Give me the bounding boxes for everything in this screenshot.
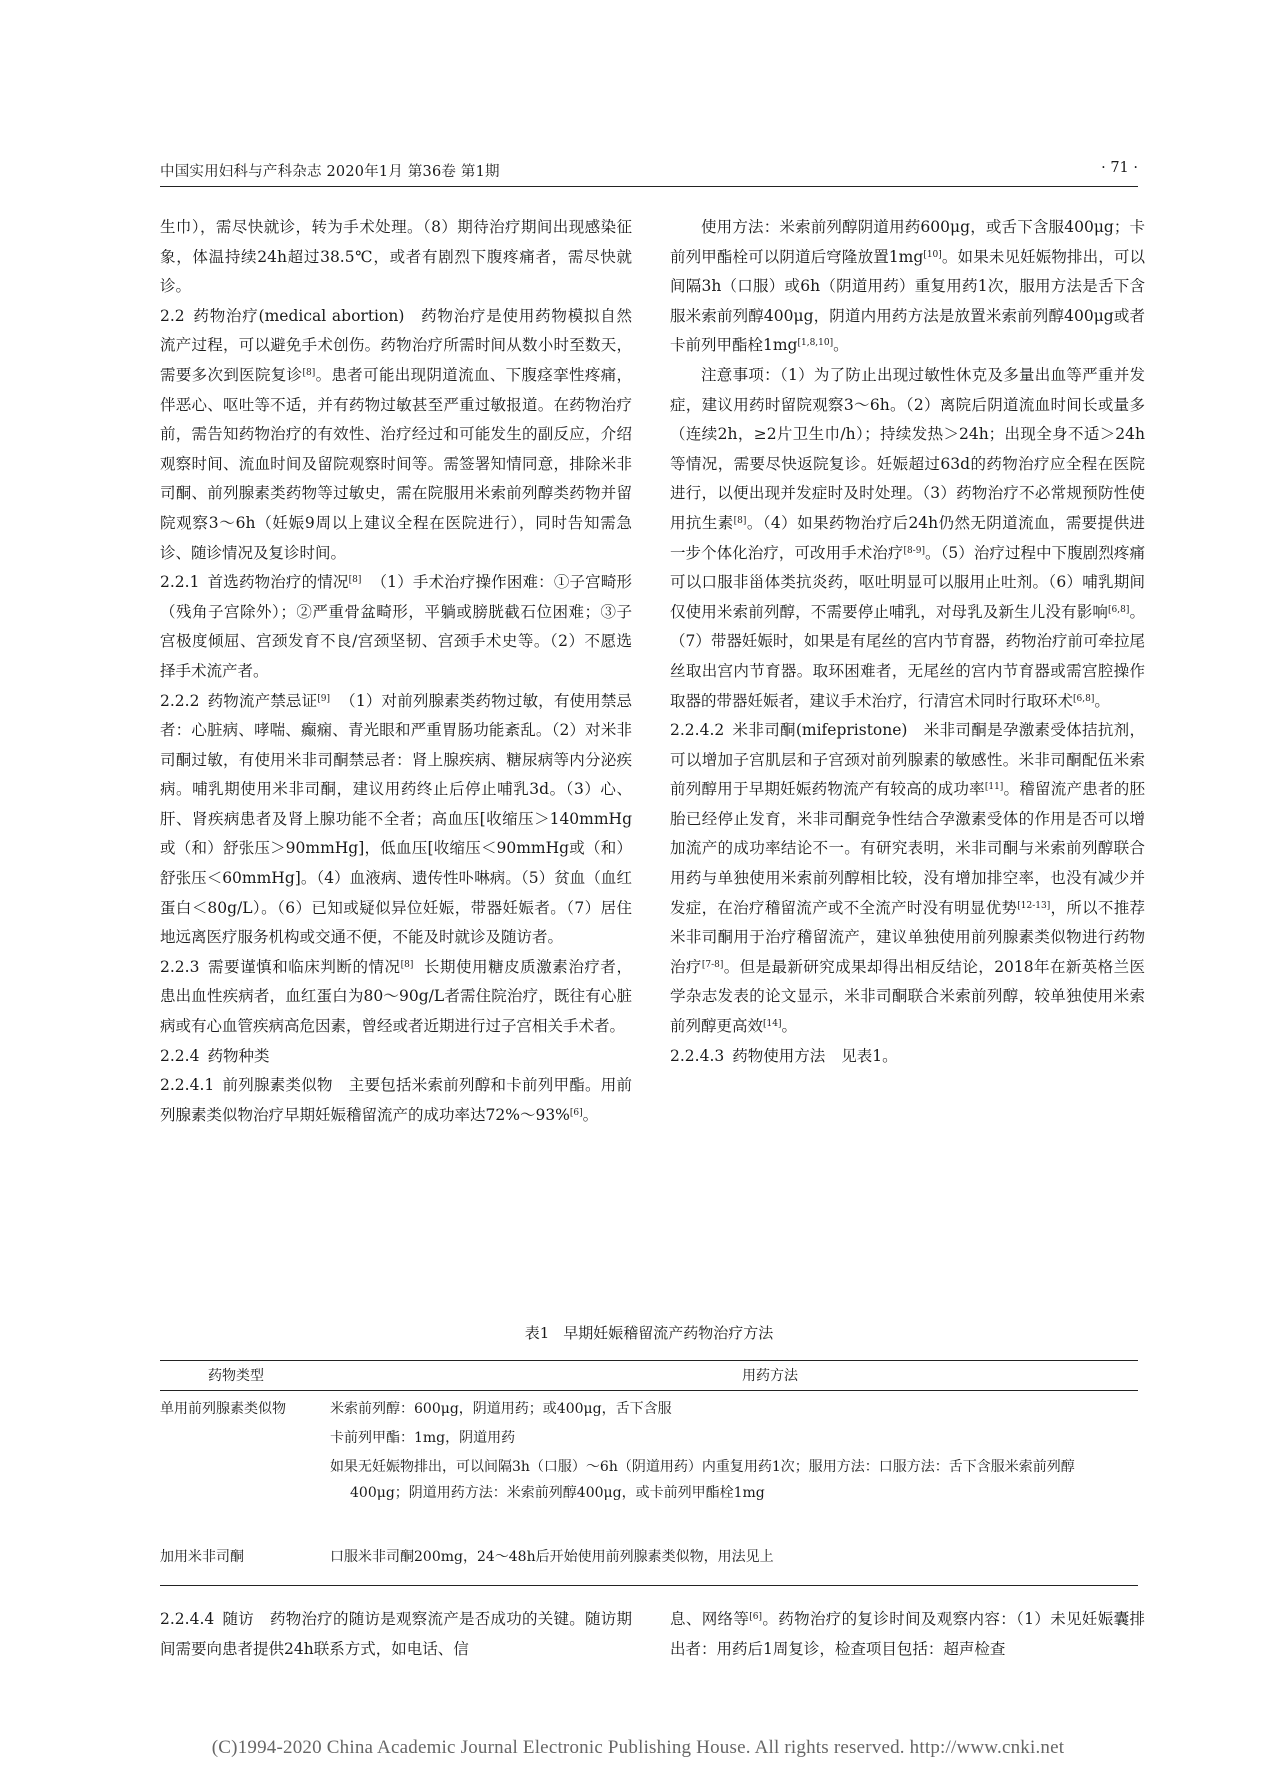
- citation: [1,8,10]: [797, 338, 834, 349]
- section-text: （1）对前列腺素类药物过敏，有使用禁忌者：心脏病、哮喘、癫痫、青光眼和严重胃肠功能紊乱。（2）对米非司酮过敏，有使用米非司酮禁忌者：肾上腺疾病、糖尿病等内分泌疾病。哺乳期使用米非司酮，建议用药终止后停止哺乳3d。（3）心、肝、肾疾病患者及肾上腺功能不全者；高血压[收缩压＞140mmHg或（和）舒张压＞90mmHg]，低血压[收缩压＜90mmHg或（和）舒张压＜60mmHg]。（4）血液病、遗传性卟啉病。（5）贫血（血红蛋白＜80g/L）。（6）已知或疑似异位妊娠，带器妊娠者。（7）居住地远离医疗服务机构或交通不便，不能及时就诊及随访者。: [160, 691, 632, 947]
- section-title: 药物使用方法: [732, 1046, 826, 1065]
- citation: [8]: [400, 959, 414, 970]
- page-number: · 71 ·: [1101, 160, 1138, 176]
- paragraph-text: 注意事项：（1）为了防止出现过敏性休克及多量出血等严重并发症，建议用药时留院观察3～6h。（2）离院后阴道流血时间长或量多（连续2h，≥2片卫生巾/h）；持续发热＞24h；出现全身不适＞24h等情况，需要尽快返院复诊。妊娠超过63d的药物治疗应全程在医院进行，以便出现并发症时及时处理。（3）药物治疗不必常规预防性使用抗生素: [670, 365, 1145, 532]
- section-number: 2.2.4.1: [160, 1076, 215, 1095]
- paragraph-text: 。如果未见妊娠物排出，可以间隔3h（口服）或6h（阴道用药）重复用药1次，服用方法是舌下含服米索前列醇400μg，阴道内用药方法是放置米索前列醇400μg或者卡前列甲酯栓1mg: [670, 247, 1145, 355]
- section-number: 2.2.2: [160, 691, 200, 710]
- section-number: 2.2: [160, 306, 185, 325]
- section-text: 药物治疗是使用药物模拟自然流产过程，可以避免手术创伤。药物治疗所需时间从数小时至数天，需要多次到医院复诊: [160, 306, 632, 384]
- citation: [11]: [984, 782, 1004, 793]
- section-2-2-1: [160, 568, 632, 686]
- citation: [8]: [733, 515, 747, 526]
- section-text: （1）手术治疗操作困难：①子宫畸形（残角子宫除外）；②严重骨盆畸形，平躺或膀胱截石位困难；③子宫极度倾屈、宫颈发育不良/宫颈坚韧、宫颈手术史等。（2）不愿选择手术流产者。: [160, 573, 632, 680]
- table-bottom-rule: [160, 1585, 1138, 1586]
- section-title: 药物治疗(medical abortion): [192, 306, 405, 325]
- table-header-usage: 用药方法: [742, 1368, 798, 1384]
- citation: [6]: [749, 1612, 763, 1622]
- section-text: 见表1。: [841, 1046, 898, 1065]
- table-number: 表1: [524, 1324, 550, 1342]
- paragraph: 生巾），需尽快就诊，转为手术处理。（8）期待治疗期间出现感染征象，体温持续24h超过38.5℃，或者有剧烈下腹疼痛者，需尽快就诊。: [160, 218, 632, 296]
- table-cell-usage-text: 如果无妊娠物排出，可以间隔3h（口服）～6h（阴道用药）内重复用药1次；服用方法：口服方法：舌下含服米索前列醇400μg；阴道用药方法：米索前列醇400μg，或卡前列甲酯栓1mg: [330, 1459, 1075, 1501]
- paragraph-text: 。（7）带器妊娠时，如果是有尾丝的宫内节育器，药物治疗前可牵拉尾丝取出宫内节育器。取环困难者，无尾丝的宫内节育器或需宫腔操作取器的带器妊娠者，建议手术治疗，行清宫术同时行取环术: [670, 602, 1145, 710]
- citation: [10]: [923, 249, 942, 260]
- section-number: 2.2.1: [160, 573, 200, 592]
- table-caption: [160, 1322, 1138, 1343]
- paragraph-text: 。（5）治疗过程中下腹剧烈疼痛可以口服非甾体类抗炎药，呕吐明显可以服用止吐剂。（6）哺乳期间仅使用米索前列醇，不需要停止哺乳，对母乳及新生儿没有影响: [670, 543, 1145, 621]
- section-text: 。药物治疗的复诊时间及观察内容：（1）未见妊娠囊排出者：用药后1周复诊，检查项目包括：超声检查: [670, 1610, 1145, 1658]
- section-title: 米非司酮(mifepristone): [732, 721, 908, 740]
- citation: [6]: [569, 1107, 583, 1118]
- paragraph-text: 使用方法：米索前列醇阴道用药600μg，或舌下含服400μg；卡前列甲酯栓可以阴道后穹隆放置1mg: [670, 218, 1145, 266]
- paragraph-text: 。: [833, 336, 849, 355]
- section-title: 首选药物治疗的情况: [207, 573, 349, 592]
- section-number: 2.2.4.4: [160, 1610, 215, 1628]
- section-number: 2.2.4: [160, 1046, 200, 1065]
- citation: [14]: [763, 1019, 782, 1030]
- table-title: 早期妊娠稽留流产药物治疗方法: [563, 1324, 774, 1342]
- bottom-right-column: [670, 1605, 1145, 1664]
- section-title: 需要谨慎和临床判断的情况: [207, 957, 401, 976]
- right-column: [670, 213, 1145, 1071]
- section-text: 。但是最新研究成果却得出相反结论，2018年在新英格兰医学杂志发表的论文显示，米非司酮联合米索前列醇，较单独使用米索前列醇更高效: [670, 957, 1145, 1036]
- table-header-type: 药物类型: [208, 1368, 264, 1384]
- section-number: 2.2.4.3: [670, 1046, 725, 1065]
- section-2-2: [160, 302, 632, 568]
- section-text: 米非司酮是孕激素受体拮抗剂，可以增加子宫肌层和子宫颈对前列腺素的敏感性。米非司酮配伍米索前列醇用于早期妊娠药物流产有较高的成功率: [670, 721, 1145, 799]
- left-column: [160, 213, 632, 1130]
- copyright-footer: (C)1994-2020 China Academic Journal Electronic Publishing House. All rights reserved. http://www.cnki.net: [211, 1737, 1065, 1758]
- section-2-2-4-2: [670, 716, 1145, 1042]
- section-2-2-4-1: [160, 1071, 632, 1130]
- citation: [7-8]: [701, 959, 724, 970]
- section-2-2-4: [160, 1042, 632, 1072]
- section-title: 随访: [222, 1610, 254, 1628]
- section-number: 2.2.4.2: [670, 721, 725, 740]
- section-number: 2.2.3: [160, 957, 200, 976]
- table-cell-usage: 卡前列甲酯：1mg，阴道用药: [330, 1430, 516, 1446]
- citation: [9]: [317, 693, 331, 704]
- header-rule: [160, 186, 1138, 187]
- citation: [12-13]: [1017, 900, 1051, 911]
- citation: [6,8]: [1108, 604, 1130, 615]
- section-2-2-2: [160, 687, 632, 953]
- citation: [8]: [302, 367, 316, 378]
- section-text: 长期使用糖皮质激素治疗者，患出血性疾病者，血红蛋白为80～90g/L者需住院治疗，既往有心脏病或有心血管疾病高危因素，曾经或者近期进行过子宫相关手术者。: [160, 957, 632, 1036]
- table-cell-usage: 口服米非司酮200mg，24～48h后开始使用前列腺素类似物，用法见上: [330, 1549, 774, 1565]
- section-text: 药物治疗的随访是观察流产是否成功的关键。随访期间需要向患者提供24h联系方式，如电话、信: [160, 1610, 632, 1658]
- table-cell-type: 单用前列腺素类似物: [160, 1401, 286, 1417]
- table-cell-usage: 米索前列醇：600μg，阴道用药；或400μg，舌下含服: [330, 1401, 672, 1417]
- journal-title: 中国实用妇科与产科杂志 2020年1月 第36卷 第1期: [160, 164, 500, 180]
- section-text: ，所以不推荐米非司酮用于治疗稽留流产，建议单独使用前列腺素类似物进行药物治疗: [670, 898, 1145, 976]
- table-cell-usage: [330, 1454, 1130, 1506]
- table-header-rule: [160, 1390, 1138, 1391]
- table-cell-type: 加用米非司酮: [160, 1549, 244, 1565]
- section-text: 息、网络等: [670, 1610, 750, 1628]
- section-title: 前列腺素类似物: [222, 1076, 333, 1095]
- section-2-2-3: [160, 953, 632, 1042]
- citation: [8]: [348, 575, 362, 586]
- usage-paragraph: [670, 213, 1145, 361]
- citation: [8-9]: [903, 545, 925, 556]
- section-text: 。: [781, 1017, 798, 1036]
- citation: [6,8]: [1073, 693, 1095, 704]
- table-top-rule: [160, 1360, 1138, 1361]
- section-2-2-4-4: [160, 1605, 632, 1664]
- paragraph-text: 。: [1094, 691, 1110, 710]
- bottom-left-column: [160, 1605, 632, 1664]
- section-2-2-4-3: [670, 1042, 1145, 1072]
- section-text: 。稽留流产患者的胚胎已经停止发育，米非司酮竞争性结合孕激素受体的作用是否可以增加流产的成功率结论不一。有研究表明，米非司酮与米索前列醇联合用药与单独使用米索前列醇相比较，没有增加排空率，也没有减少并发症，在治疗稽留流产或不全流产时没有明显优势: [670, 780, 1145, 917]
- running-header: [160, 160, 1138, 184]
- section-continuation: [670, 1605, 1145, 1664]
- notes-paragraph: [670, 361, 1145, 716]
- section-title: 药物流产禁忌证: [207, 691, 318, 710]
- paragraph-text: 。（4）如果药物治疗后24h仍然无阴道流血，需要提供进一步个体化治疗，可改用手术治疗: [670, 513, 1145, 562]
- section-title: 药物种类: [207, 1046, 270, 1065]
- section-text: 。: [582, 1105, 599, 1124]
- section-text: 主要包括米索前列醇和卡前列甲酯。用前列腺素类似物治疗早期妊娠稽留流产的成功率达72%～93%: [160, 1076, 632, 1124]
- section-text: 。患者可能出现阴道流血、下腹痉挛性疼痛，伴恶心、呕吐等不适，并有药物过敏甚至严重过敏报道。在药物治疗前，需告知药物治疗的有效性、治疗经过和可能发生的副反应，介绍观察时间、流血时间及留院观察时间等。需签署知情同意，排除米非司酮、前列腺素类药物等过敏史，需在院服用米索前列醇类药物并留院观察3～6h（妊娠9周以上建议全程在医院进行），同时告知需急诊、随诊情况及复诊时间。: [160, 365, 632, 562]
